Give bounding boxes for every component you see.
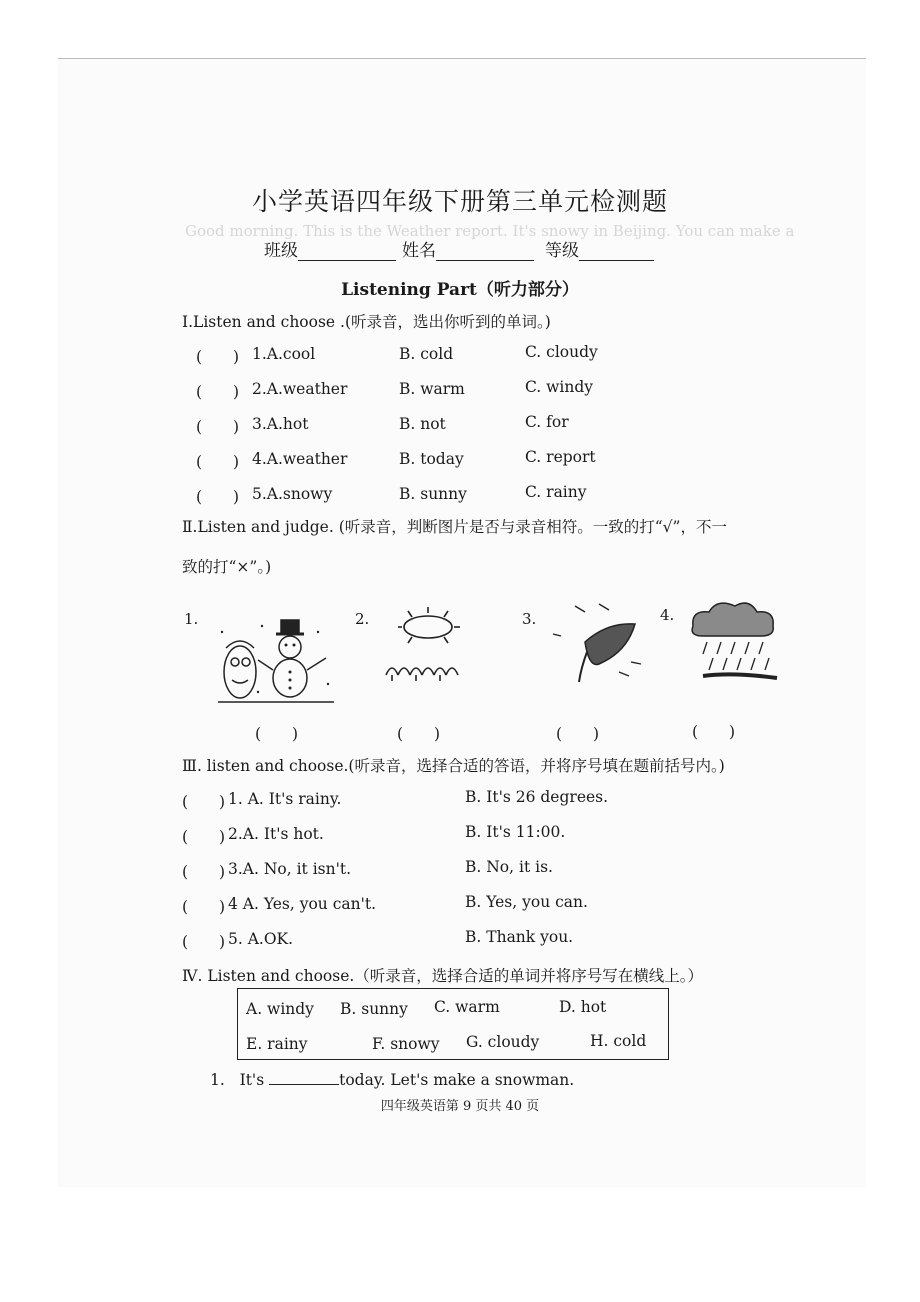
option-a: 2.A.weather <box>252 380 348 398</box>
word-option: B. sunny <box>340 1000 408 1018</box>
option-b: B. No, it is. <box>465 858 553 876</box>
option-a: 4.A.weather <box>252 450 348 468</box>
page-title: 小学英语四年级下册第三单元检测题 <box>251 187 668 216</box>
picture-answer-paren[interactable]: ( ) <box>397 725 441 743</box>
question-text-pre: It's <box>239 1071 265 1089</box>
word-option: C. warm <box>434 998 500 1016</box>
word-option: F. snowy <box>372 1035 440 1053</box>
section3-heading: Ⅲ. listen and choose.(听录音，选择合适的答语，并将序号填在题前括号内。) <box>182 757 725 775</box>
answer-paren[interactable]: ( ) <box>196 348 240 366</box>
grade-label: 等级 <box>545 241 579 261</box>
option-c: C. cloudy <box>525 343 598 361</box>
answer-paren[interactable]: ( ) <box>196 488 240 506</box>
option-b: B. Thank you. <box>465 928 574 946</box>
option-b: B. today <box>399 450 464 468</box>
answer-blank[interactable] <box>269 1070 339 1085</box>
picture-number: 2. <box>355 610 370 628</box>
question-text-post: today. Let's make a snowman. <box>339 1071 575 1089</box>
word-option: G. cloudy <box>466 1033 540 1051</box>
section2-heading-line1: Ⅱ.Listen and judge. (听录音，判断图片是否与录音相符。一致的打“√”，不一 <box>182 518 727 536</box>
option-a: 4 A. Yes, you can't. <box>228 895 377 913</box>
section4-heading: Ⅳ. Listen and choose.（听录音，选择合适的单词并将序号写在横线上。） <box>182 967 704 985</box>
option-a: 3.A.hot <box>252 415 309 433</box>
grade-field <box>545 236 654 261</box>
option-a: 1. A. It's rainy. <box>228 790 342 808</box>
picture-answer-paren[interactable]: ( ) <box>692 723 736 741</box>
option-a: 3.A. No, it isn't. <box>228 860 352 878</box>
option-c: C. windy <box>525 378 594 396</box>
option-b: B. not <box>399 415 446 433</box>
option-c: C. rainy <box>525 483 587 501</box>
option-a: 5.A.snowy <box>252 485 333 503</box>
listening-part-title: Listening Part（听力部分） <box>341 280 579 300</box>
answer-paren[interactable]: ( ) <box>196 383 240 401</box>
class-label: 班级 <box>264 241 298 261</box>
name-label: 姓名 <box>402 241 436 261</box>
grade-blank[interactable] <box>579 244 654 261</box>
windy-leaf-icon <box>545 602 645 684</box>
class-blank[interactable] <box>298 244 396 261</box>
picture-answer-paren[interactable]: ( ) <box>556 725 600 743</box>
page-footer: 四年级英语第 9 页共 40 页 <box>380 1099 540 1114</box>
section2-heading-line2: 致的打“×”。) <box>182 558 272 576</box>
section1-heading: Ⅰ.Listen and choose .(听录音，选出你听到的单词。) <box>182 313 551 331</box>
name-field <box>402 236 534 261</box>
option-b: B. It's 26 degrees. <box>465 788 609 806</box>
option-a: 2.A. It's hot. <box>228 825 324 843</box>
name-blank[interactable] <box>436 244 534 261</box>
picture-number: 4. <box>660 606 675 624</box>
picture-number: 3. <box>522 610 537 628</box>
option-a: 1.A.cool <box>252 345 316 363</box>
option-b: B. It's 11:00. <box>465 823 566 841</box>
answer-paren[interactable]: ( ) <box>182 828 226 846</box>
snowman-icon <box>218 612 334 706</box>
option-b: B. warm <box>399 380 465 398</box>
answer-paren[interactable]: ( ) <box>196 453 240 471</box>
option-b: B. Yes, you can. <box>465 893 588 911</box>
option-b: B. cold <box>399 345 454 363</box>
class-field <box>264 236 396 261</box>
picture-number: 1. <box>184 610 199 628</box>
sun-icon <box>378 605 474 687</box>
option-c: C. for <box>525 413 569 431</box>
answer-paren[interactable]: ( ) <box>182 863 226 881</box>
answer-paren[interactable]: ( ) <box>182 793 226 811</box>
rain-cloud-icon <box>683 596 783 688</box>
word-option: D. hot <box>559 998 607 1016</box>
section4-question-1 <box>210 1070 574 1089</box>
word-option: A. windy <box>246 1000 314 1018</box>
answer-paren[interactable]: ( ) <box>182 933 226 951</box>
answer-paren[interactable]: ( ) <box>196 418 240 436</box>
question-number: 1. <box>210 1071 225 1089</box>
option-c: C. report <box>525 448 596 466</box>
word-option: H. cold <box>590 1032 647 1050</box>
bleed-through-text: Good morning. This is the Weather report. It's snowy in Beijing. You can make a <box>185 222 795 240</box>
answer-paren[interactable]: ( ) <box>182 898 226 916</box>
option-b: B. sunny <box>399 485 467 503</box>
word-option: E. rainy <box>246 1035 308 1053</box>
option-a: 5. A.OK. <box>228 930 294 948</box>
picture-answer-paren[interactable]: ( ) <box>255 725 299 743</box>
